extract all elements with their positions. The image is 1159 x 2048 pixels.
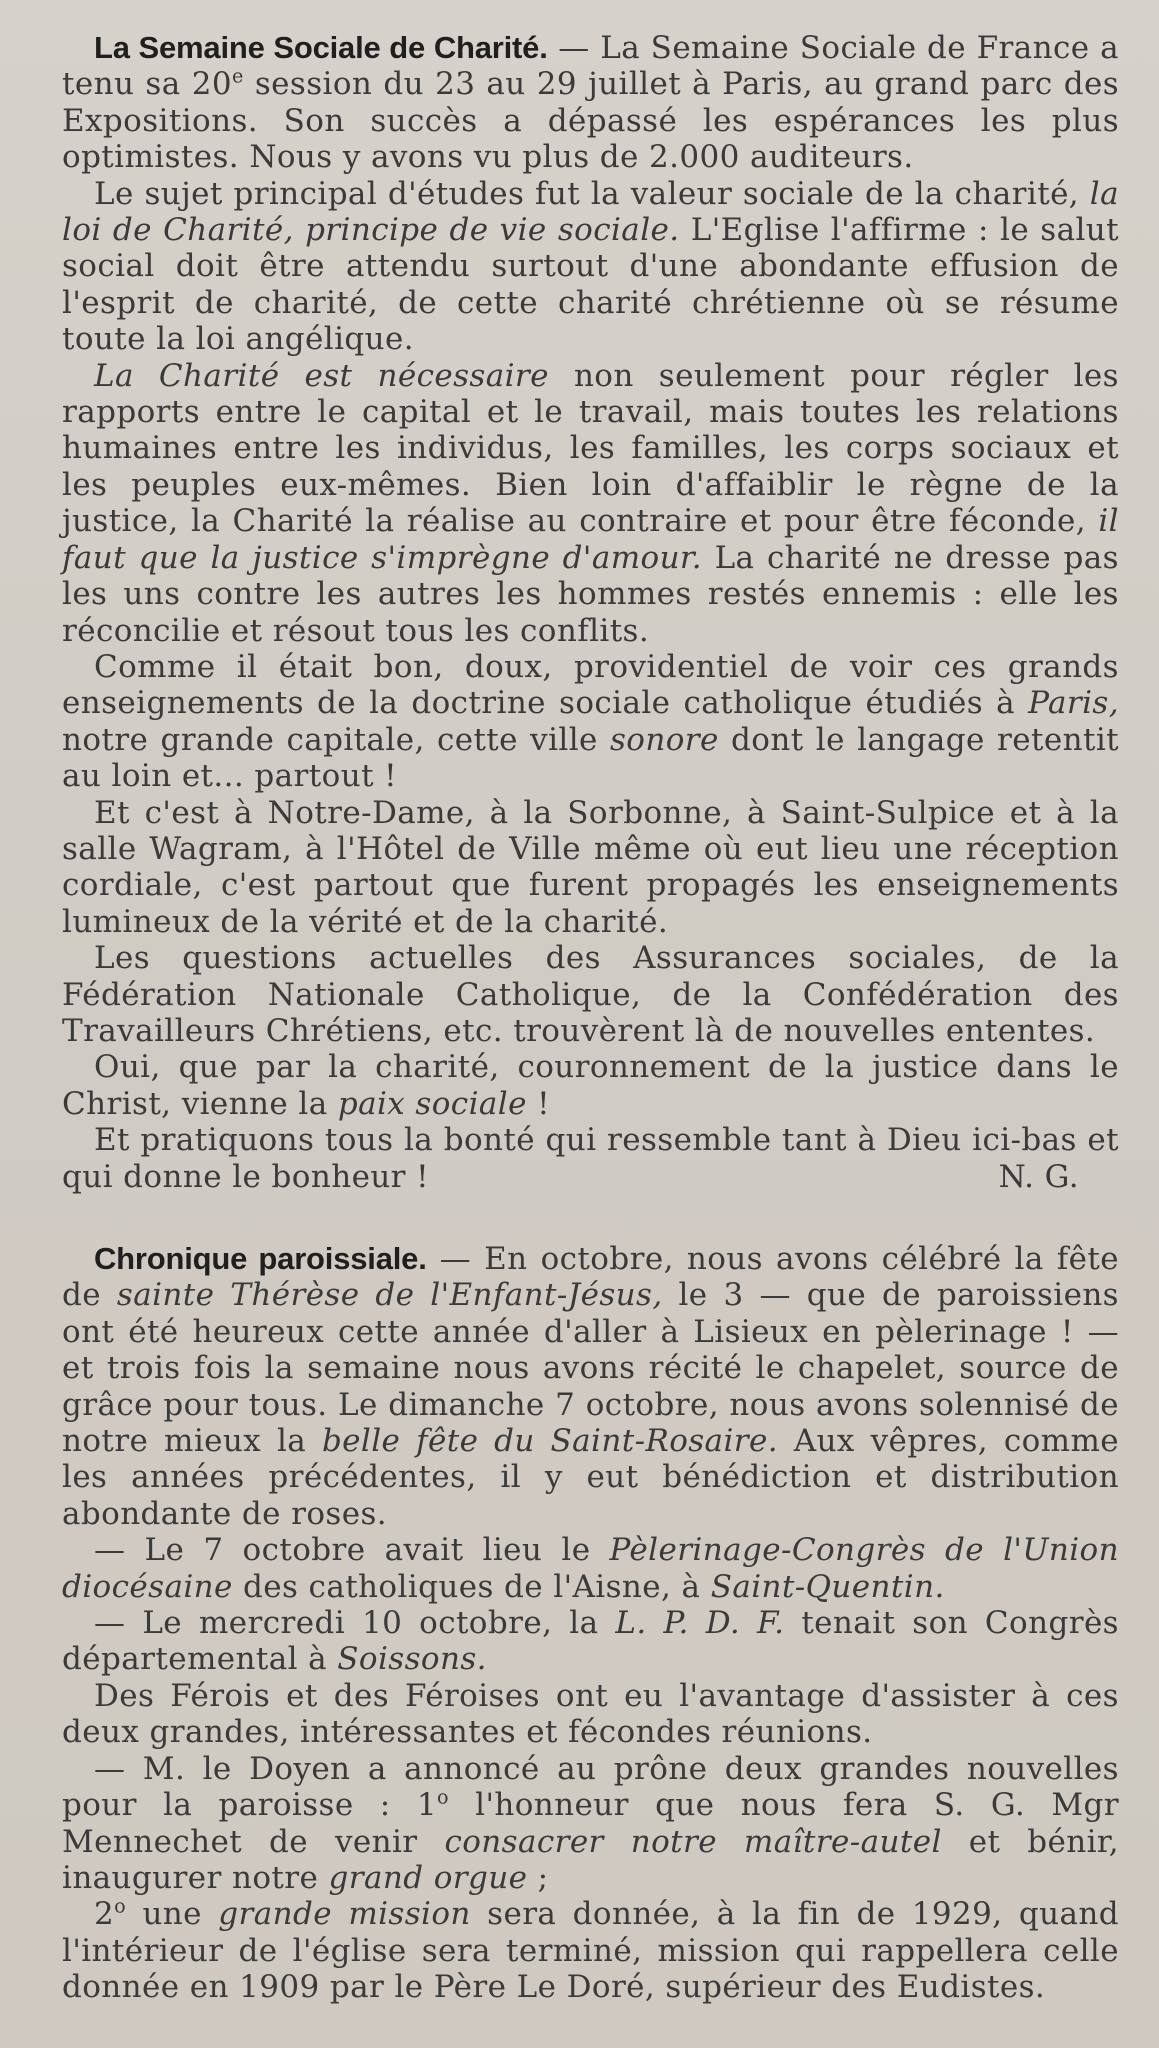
- paragraph: [62, 1605, 1119, 1678]
- text-run: La charité ne dresse pas les uns contre les autres les hommes restés ennemis : elle les réconcilie et résout tous les conflits.: [62, 539, 1119, 649]
- text-run: Le sujet principal d'études fut la valeur sociale de la charité,: [94, 175, 1090, 212]
- paragraph: Les questions actuelles des Assurances sociales, de la Fédération Nationale Catholique, de la Confédération des Travailleurs Chrétiens, etc. trouvèrent là de nouvelles ententes.: [62, 940, 1119, 1049]
- text-run: Et pratiquons tous la bonté qui ressemble tant à Dieu ici-bas et qui donne le bonheur !: [62, 1122, 1119, 1195]
- article-chronique-paroissiale: [62, 1241, 1119, 2006]
- italic-run: Soissons.: [337, 1641, 487, 1678]
- superscript: o: [436, 1785, 449, 1809]
- text-run: non seulement pour régler les rapports entre le capital et le travail, mais toutes les relations humaines entre les individus, les familles, les corps sociaux et les peuples eux-mêmes. Bien loin d'affaiblir le règne de la justice, la Charité la réalise au contraire et pour être féconde,: [62, 357, 1119, 540]
- text-run: des catholiques de l'Aisne, à: [232, 1568, 711, 1605]
- italic-run: belle fête du Saint-Rosaire.: [321, 1423, 778, 1460]
- italic-run: sonore: [610, 721, 719, 758]
- paragraph: [62, 1896, 1119, 2005]
- text-run: 2: [94, 1896, 115, 1933]
- italic-run: La Charité est nécessaire: [94, 357, 549, 394]
- text-run: et bénir, inaugurer notre: [62, 1823, 1119, 1896]
- italic-run: grande mission: [218, 1896, 471, 1933]
- text-run: Aux vêpres, comme les années précédentes, il y eut bénédiction et distribution abondante de roses.: [62, 1423, 1119, 1532]
- italic-run: Saint-Quentin.: [710, 1568, 945, 1605]
- text-run: dont le langage retentit au loin et... partout !: [62, 721, 1119, 795]
- paragraph: [62, 1049, 1119, 1122]
- text-run: une: [126, 1896, 219, 1933]
- text-run: session du 23 au 29 juillet à Paris, au grand parc des Expositions. Son succès a dépassé les espérances les plus optimistes. Nous y avons vu plus de 2.000 auditeurs.: [62, 66, 1119, 176]
- italic-run: Paris,: [1028, 685, 1119, 722]
- paragraph: [62, 1751, 1119, 1897]
- italic-run: L. P. D. F.: [615, 1605, 785, 1642]
- superscript: e: [231, 65, 244, 89]
- paragraph: [62, 1241, 1119, 1532]
- section-heading: Chronique paroissiale.: [94, 1241, 427, 1276]
- text-run: — M. le Doyen a annoncé au prône deux grandes nouvelles pour la paroisse : 1: [62, 1750, 1119, 1824]
- paragraph: [62, 358, 1119, 649]
- italic-run: grand orgue: [328, 1859, 528, 1896]
- text-run: l'honneur que nous fera S. G. Mgr Mennechet de venir: [62, 1787, 1119, 1860]
- text-run: le 3 — que de paroissiens ont été heureux cette année d'aller à Lisieux en pèlerinage ! — et trois fois la semaine nous avons récité le chapelet, source de grâce pour tous. Le dimanche 7 octobre, nous avons solennisé de notre mieux la: [62, 1277, 1119, 1460]
- article-semaine-sociale: [62, 30, 1119, 1195]
- paragraph: Des Férois et des Féroises ont eu l'avantage d'assister à ces deux grandes, intéressantes et fécondes réunions.: [62, 1677, 1119, 1751]
- italic-run: la loi de Charité, principe de vie sociale.: [62, 175, 1119, 249]
- text-run: Oui, que par la charité, couronnement de la justice dans le Christ, vienne la: [62, 1049, 1119, 1122]
- text-run: L'Eglise l'affirme : le salut social doit être attendu surtout d'une abondante effusion de l'esprit de charité, de cette charité chrétienne où se résume toute la loi angélique.: [62, 212, 1119, 358]
- text-run: tenait son Congrès départemental à: [62, 1605, 1119, 1678]
- text-run: !: [526, 1085, 550, 1122]
- text-run: ;: [527, 1859, 549, 1896]
- text-run: notre grande capitale, cette ville: [62, 721, 610, 758]
- text-run: — La Semaine Sociale de France a tenu sa 20: [62, 30, 1119, 103]
- paragraph: [62, 30, 1119, 176]
- italic-run: consacrer notre maître-autel: [444, 1823, 942, 1860]
- signature: N. G.: [998, 1158, 1079, 1195]
- italic-run: paix sociale: [337, 1085, 527, 1122]
- italic-run: il faut que la justice s'imprègne d'amour.: [62, 503, 1119, 576]
- text-run: sera donnée, à la fin de 1929, quand l'intérieur de l'église sera terminé, mission qui rappellera celle donnée en 1909 par le Père Le Doré, supérieur des Eudistes.: [62, 1896, 1119, 2006]
- italic-run: sainte Thérèse de l'Enfant-Jésus,: [116, 1277, 663, 1314]
- superscript: o: [114, 1894, 127, 1918]
- paragraph: [62, 176, 1119, 358]
- text-run: Comme il était bon, doux, providentiel de voir ces grands enseignements de la doctrine sociale catholique étudiés à: [62, 648, 1119, 722]
- section-heading: La Semaine Sociale de Charité.: [94, 30, 548, 65]
- text-run: — En octobre, nous avons célébré la fête de: [62, 1241, 1119, 1314]
- text-run: — Le 7 octobre avait lieu le: [94, 1532, 610, 1569]
- italic-run: Pèlerinage-Congrès de l'Union diocésaine: [62, 1532, 1119, 1605]
- paragraph: [62, 1122, 1119, 1195]
- paragraph: Et c'est à Notre-Dame, à la Sorbonne, à Saint-Sulpice et à la salle Wagram, à l'Hôtel de Ville même où eut lieu une réception cordiale, c'est partout que furent propagés les enseignements lumineux de la vérité et de la charité.: [62, 794, 1119, 940]
- text-run: — Le mercredi 10 octobre, la: [94, 1605, 616, 1642]
- paragraph: [62, 1532, 1119, 1605]
- paragraph: [62, 649, 1119, 795]
